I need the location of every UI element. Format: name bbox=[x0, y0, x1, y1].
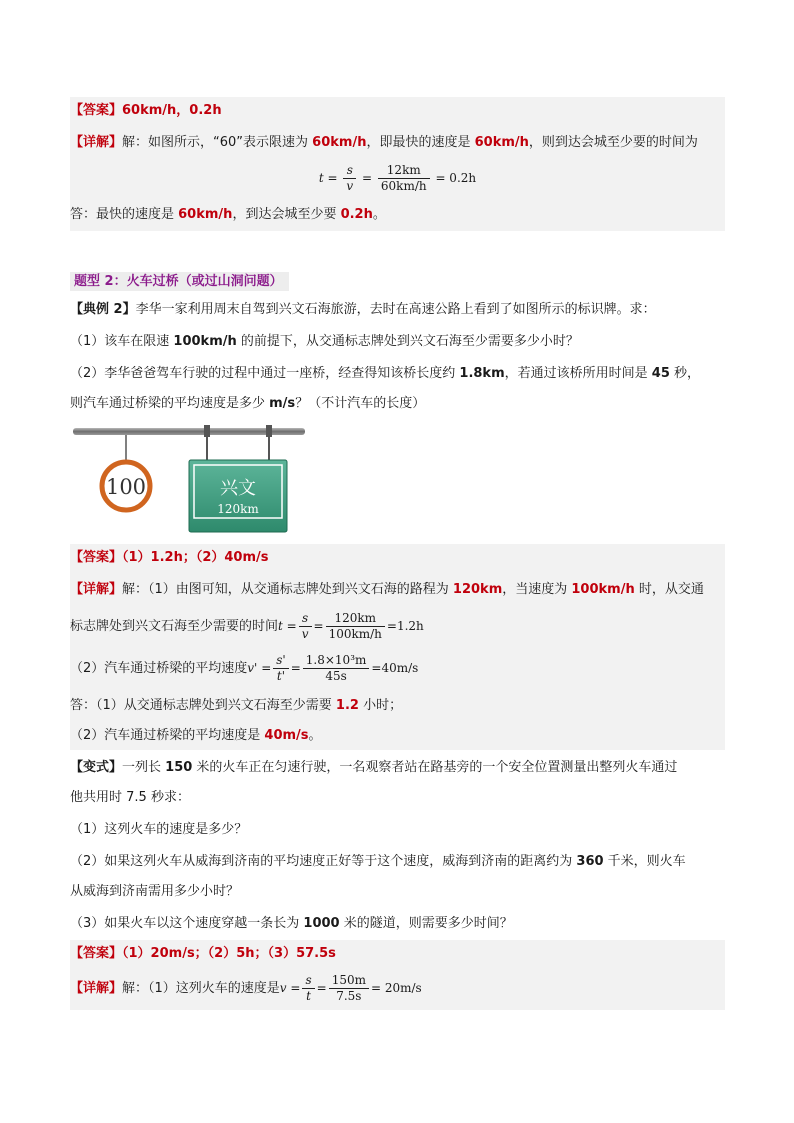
formula-2a bbox=[278, 611, 424, 641]
formula-result: =40m/s bbox=[371, 661, 419, 675]
speed-limit-value: 100 bbox=[105, 475, 147, 499]
formula-2b bbox=[247, 653, 419, 683]
formula-symbol: v' bbox=[247, 661, 258, 675]
example-question-1 bbox=[70, 332, 725, 352]
fraction bbox=[326, 611, 385, 642]
answer-tag: 【答案】 bbox=[70, 946, 123, 961]
fraction bbox=[303, 653, 370, 684]
numerator: s' bbox=[273, 653, 288, 669]
detail-text: 标志牌处到兴文石海至少需要的时间 bbox=[70, 619, 279, 634]
conclusion-text: 小时； bbox=[358, 698, 403, 713]
detail-value: 120km bbox=[452, 582, 503, 597]
question-text: ，若通过该桥所用时间是 bbox=[504, 366, 652, 381]
question-text: 米的隧道，则需要多少时间？ bbox=[339, 916, 513, 931]
question-value: 360 bbox=[576, 854, 604, 869]
detail-text: ，则到达会城至少要的时间为 bbox=[528, 135, 698, 150]
question-text: 千米，则火车 bbox=[603, 854, 686, 869]
section-title bbox=[70, 272, 725, 292]
detail-text: 解：如图所示，“60”表示限速为 bbox=[122, 135, 313, 150]
formula-equals: = bbox=[286, 619, 297, 633]
variant-question-1 bbox=[70, 820, 725, 840]
question-value: 1000 bbox=[303, 916, 340, 931]
detail-tag: 【详解】 bbox=[70, 981, 123, 996]
numerator: 120km bbox=[326, 611, 385, 627]
question-text: （3）如果火车以这个速度穿越一条长为 bbox=[70, 916, 304, 931]
example-tag: 【典例 2】 bbox=[70, 302, 136, 317]
detail-line-2 bbox=[70, 580, 725, 600]
variant-value: 150 bbox=[165, 760, 193, 775]
numerator: s bbox=[299, 611, 312, 627]
question-value: m/s bbox=[269, 396, 296, 411]
example-stem bbox=[70, 300, 725, 320]
answer-block-2 bbox=[70, 544, 725, 750]
denominator: 100km/h bbox=[328, 627, 382, 641]
detail-tag: 【详解】 bbox=[70, 582, 123, 597]
formula-result: =1.2h bbox=[386, 619, 424, 633]
denominator: t bbox=[306, 989, 311, 1003]
detail-value: 60km/h bbox=[474, 135, 529, 150]
answer-line-1 bbox=[70, 101, 725, 121]
answer-text: （1）1.2h；（2）40m/s bbox=[122, 550, 269, 565]
variant-text: 米的火车正在匀速行驶，一名观察者站在路基旁的一个安全位置测量出整列火车通过 bbox=[192, 760, 678, 775]
variant-line-1 bbox=[70, 758, 725, 778]
destination-distance: 120km bbox=[217, 502, 259, 516]
numerator: 12km bbox=[378, 163, 430, 179]
detail-value: 60km/h bbox=[312, 135, 367, 150]
answer-text: （1）20m/s；（2）5h；（3）57.5s bbox=[122, 946, 336, 961]
destination-name: 兴文 bbox=[220, 478, 256, 499]
conclusion-value: 0.2h bbox=[340, 207, 373, 222]
conclusion-text: 。 bbox=[372, 207, 386, 222]
formula-equals: = bbox=[290, 661, 301, 675]
detail-line-3 bbox=[70, 970, 725, 1006]
fraction bbox=[378, 163, 430, 194]
variant-text: 他共用时 7.5 秒求： bbox=[70, 790, 190, 805]
conclusion-text: （2）汽车通过桥梁的平均速度是 bbox=[70, 728, 265, 743]
question-value: 1.8km bbox=[459, 366, 505, 381]
conclusion-text: 。 bbox=[308, 728, 322, 743]
answer-tag: 【答案】 bbox=[70, 103, 123, 118]
detail-text: （2）汽车通过桥梁的平均速度 bbox=[70, 661, 248, 676]
question-text: 的前提下，从交通标志牌处到兴文石海至少需要多少小时？ bbox=[236, 334, 579, 349]
variant-line-2 bbox=[70, 788, 725, 808]
detail-line-2c bbox=[70, 650, 725, 686]
formula-equals: = bbox=[261, 661, 272, 675]
formula-3 bbox=[279, 973, 422, 1003]
fraction bbox=[273, 653, 288, 684]
numerator: s bbox=[302, 973, 314, 989]
conclusion-text: ，到达会城至少要 bbox=[232, 207, 341, 222]
detail-text: ，当速度为 bbox=[502, 582, 572, 597]
formula-symbol: t bbox=[318, 171, 324, 185]
fraction bbox=[343, 163, 356, 194]
fraction bbox=[329, 973, 369, 1004]
answer-line-3 bbox=[70, 944, 725, 964]
formula-equals: = bbox=[313, 619, 324, 633]
question-text: （2）李华爸爸驾车行驶的过程中通过一座桥，经查得知该桥长度约 bbox=[70, 366, 460, 381]
denominator: v bbox=[346, 179, 354, 193]
conclusion-line-1 bbox=[70, 205, 725, 225]
formula-equals: = bbox=[362, 171, 373, 185]
fraction bbox=[299, 611, 312, 642]
variant-text: 一列长 bbox=[122, 760, 166, 775]
formula-equals: = bbox=[316, 981, 327, 995]
question-text: 秒， bbox=[669, 366, 701, 381]
numerator: 1.8×10³m bbox=[303, 653, 370, 669]
example-stem-text: 李华一家利用周末自驾到兴文石海旅游，去时在高速公路上看到了如图所示的标识牌。求： bbox=[135, 302, 656, 317]
detail-value: 100km/h bbox=[571, 582, 635, 597]
question-text: （1）该车在限速 bbox=[70, 334, 174, 349]
numerator: s bbox=[343, 163, 356, 179]
question-text: （1）这列火车的速度是多少？ bbox=[70, 822, 248, 837]
question-value: 45 bbox=[651, 366, 670, 381]
conclusion-line-2 bbox=[70, 696, 725, 716]
question-value: 100km/h bbox=[173, 334, 237, 349]
conclusion-line-2b bbox=[70, 726, 725, 746]
detail-text: 时，从交通 bbox=[634, 582, 704, 597]
variant-question-2 bbox=[70, 852, 725, 872]
example-question-2-cont bbox=[70, 394, 725, 414]
answer-line-2 bbox=[70, 548, 725, 568]
question-text: ？（不计汽车的长度） bbox=[295, 396, 426, 411]
answer-tag: 【答案】 bbox=[70, 550, 123, 565]
question-text: 则汽车通过桥梁的平均速度是多少 bbox=[70, 396, 270, 411]
answer-text: 60km/h，0.2h bbox=[122, 103, 222, 118]
denominator: v bbox=[301, 627, 309, 641]
numerator: 150m bbox=[329, 973, 369, 989]
denominator: t' bbox=[276, 669, 286, 683]
formula-symbol: v bbox=[279, 981, 287, 995]
conclusion-text: 答：（1）从交通标志牌处到兴文石海至少需要 bbox=[70, 698, 336, 713]
section-title-text: 题型 2：火车过桥（或过山洞问题） bbox=[70, 272, 289, 291]
formula-symbol: t bbox=[278, 619, 283, 633]
question-text: 从威海到济南需用多少小时？ bbox=[70, 884, 240, 899]
detail-text: ，即最快的速度是 bbox=[366, 135, 475, 150]
denominator: 45s bbox=[325, 669, 347, 683]
formula-result: = 20m/s bbox=[371, 981, 422, 995]
conclusion-value: 1.2 bbox=[335, 698, 359, 713]
conclusion-value: 60km/h bbox=[178, 207, 233, 222]
question-text: （2）如果这列火车从威海到济南的平均速度正好等于这个速度，威海到济南的距离约为 bbox=[70, 854, 577, 869]
denominator: 60km/h bbox=[380, 179, 427, 193]
denominator: 7.5s bbox=[336, 989, 362, 1003]
conclusion-text: 答：最快的速度是 bbox=[70, 207, 179, 222]
detail-line-1 bbox=[70, 133, 725, 153]
detail-line-2b bbox=[70, 608, 725, 644]
formula-result: = 0.2h bbox=[435, 171, 477, 185]
variant-question-3 bbox=[70, 914, 725, 934]
traffic-sign-illustration bbox=[70, 422, 310, 534]
fraction bbox=[302, 973, 314, 1004]
detail-tag: 【详解】 bbox=[70, 135, 123, 150]
example-question-2 bbox=[70, 364, 725, 384]
detail-text: 解：（1）由图可知，从交通标志牌处到兴文石海的路程为 bbox=[122, 582, 453, 597]
variant-question-2-cont bbox=[70, 882, 725, 902]
formula-equals: = bbox=[327, 171, 338, 185]
conclusion-value: 40m/s bbox=[264, 728, 309, 743]
formula-1 bbox=[70, 161, 725, 197]
detail-text: 解：（1）这列火车的速度是 bbox=[122, 981, 280, 996]
formula-equals: = bbox=[290, 981, 301, 995]
variant-tag: 【变式】 bbox=[70, 760, 123, 775]
